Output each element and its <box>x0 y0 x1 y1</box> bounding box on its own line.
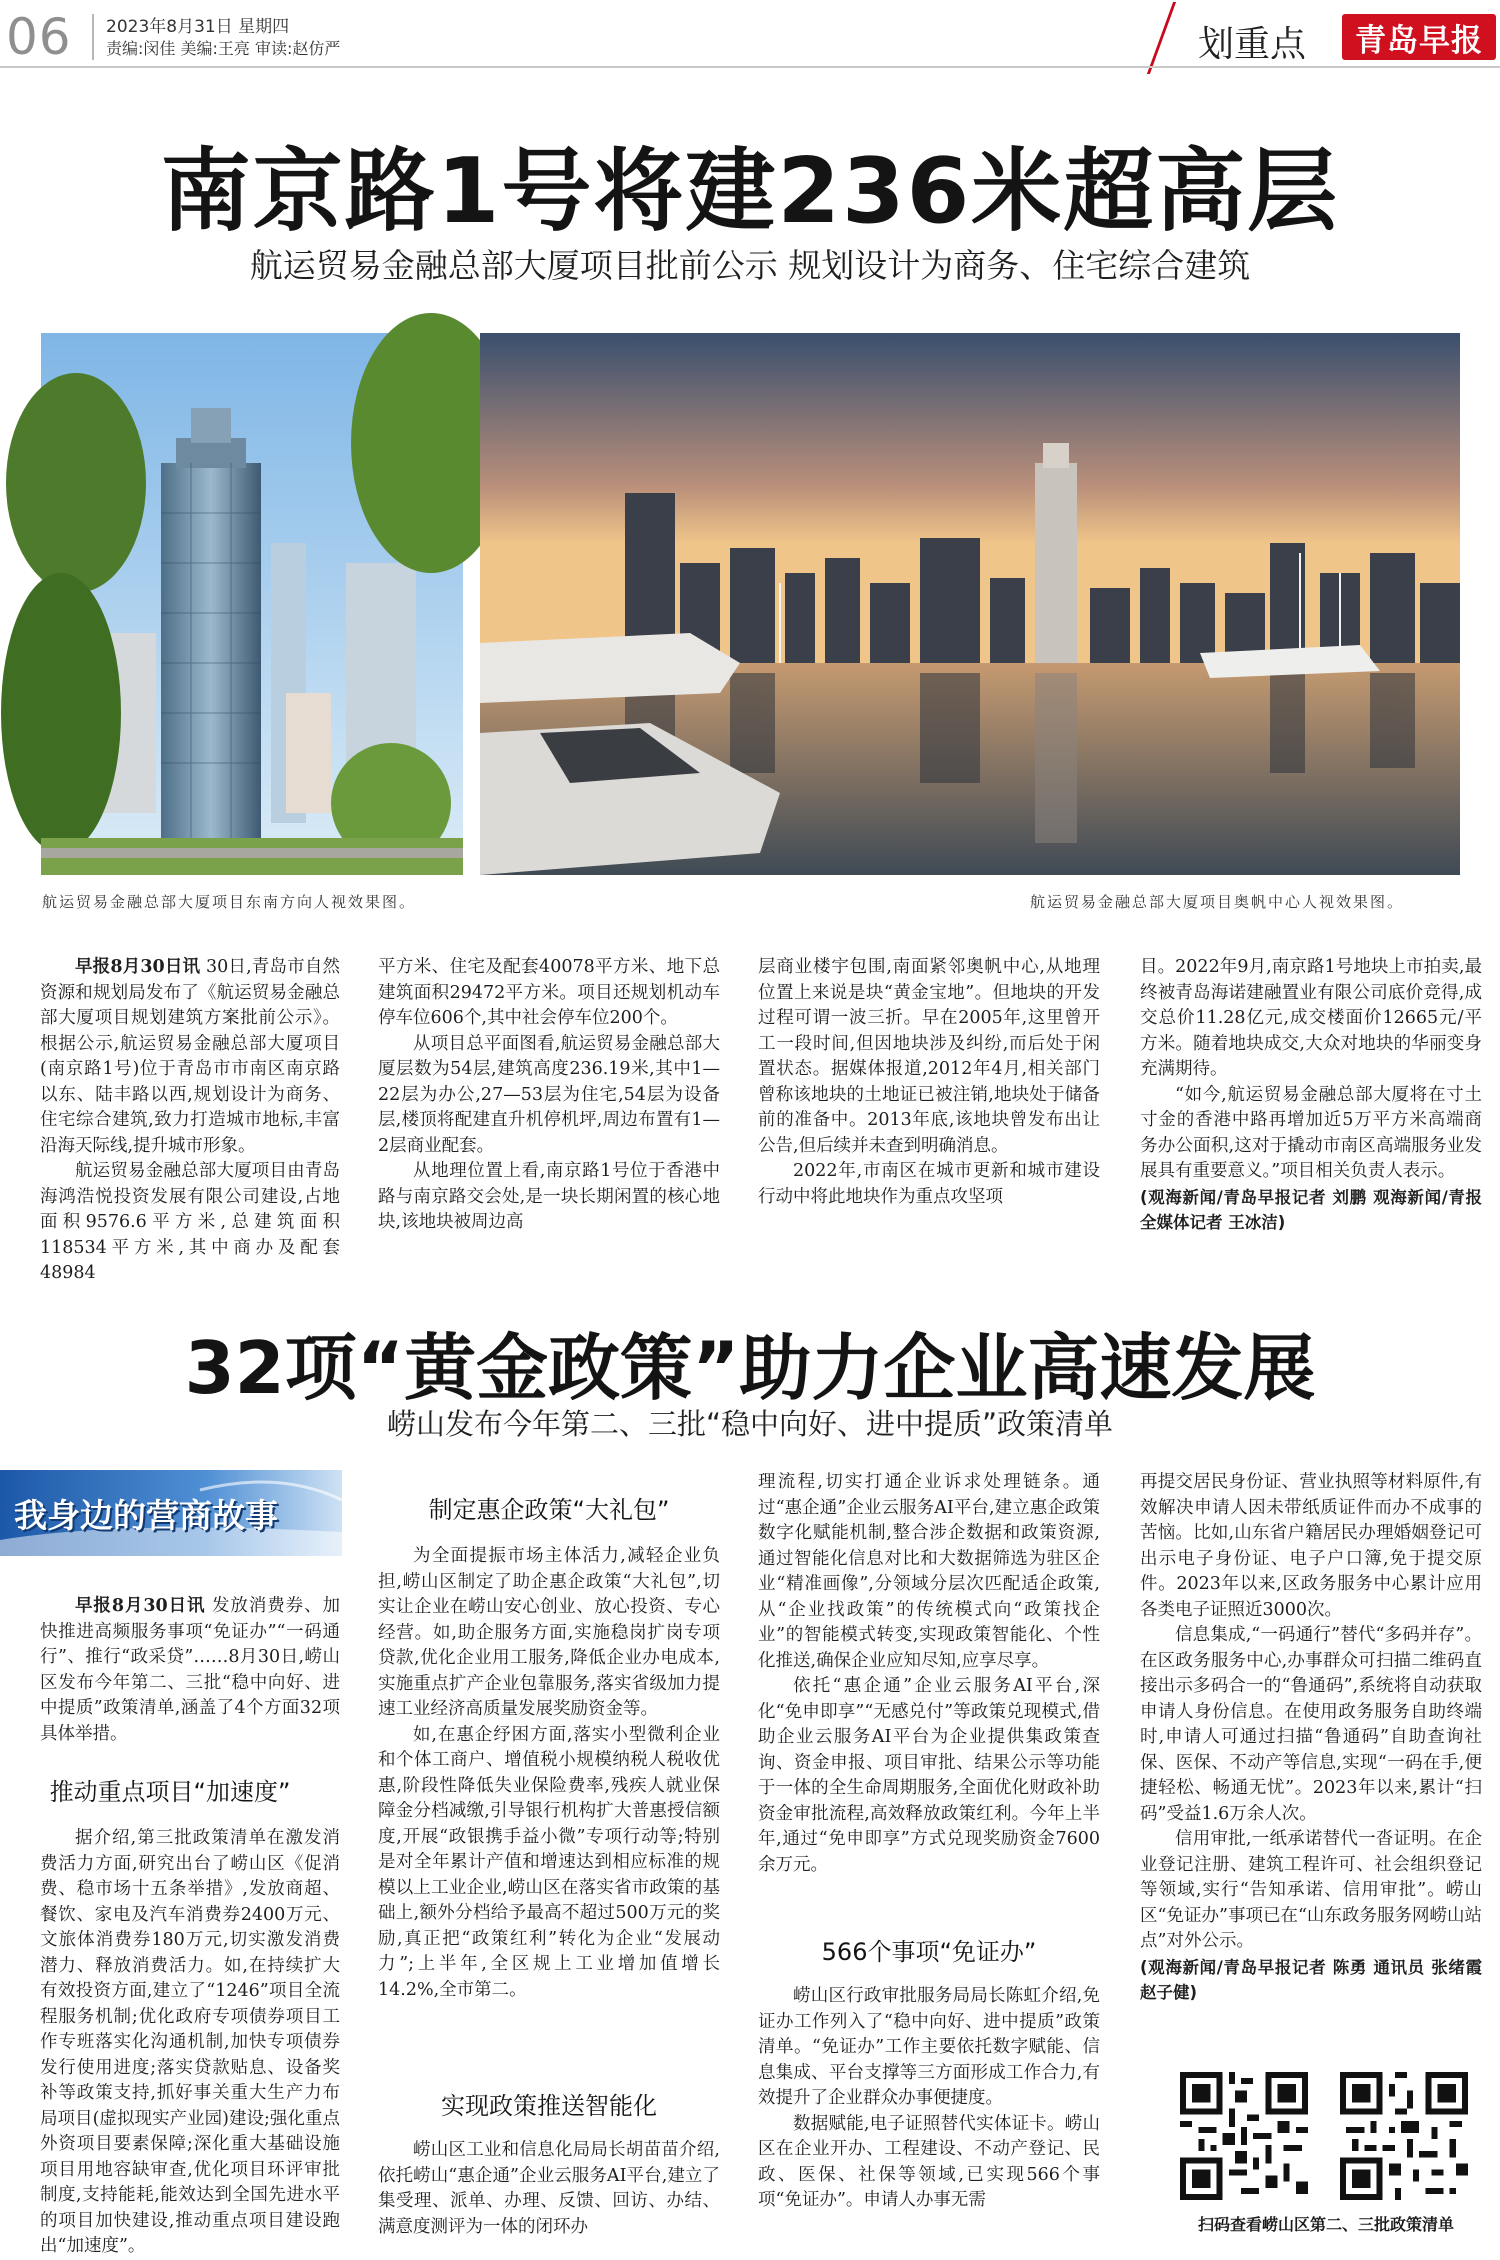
dateline: 早报8月30日讯 <box>75 957 201 977</box>
paragraph: 发放消费券、加快推进高频服务事项“免证办”“一码通行”、推行“政采贷”……8月30日,崂山区发布今年第二、三批“稳中向好、进中提质”政策清单,涵盖了4个方面32项具体举措。 <box>40 1596 340 1744</box>
story1-column-3 <box>758 955 1100 1210</box>
story2-column-1 <box>40 1594 340 1747</box>
section-title: 划重点 <box>1198 24 1307 65</box>
story2-column-4 <box>1140 1470 1482 2005</box>
issue-date: 2023年8月31日 星期四 <box>106 17 290 37</box>
story1-column-4 <box>1140 955 1482 1235</box>
section-heading-free: 566个事项“免证办” <box>821 1938 1037 1966</box>
paragraph: 再提交居民身份证、营业执照等材料原件,有效解决申请人因未带纸质证件而办不成事的苦恼。比如,山东省户籍居民办理婚姻登记可出示电子身份证、电子户口簿,免于提交原件。2023年以来,区政务服务中心累计应用各类电子证照近3000次。 <box>1140 1472 1482 1620</box>
story2-column-3-continued <box>758 1984 1100 2214</box>
story1-headline: 南京路1号将建236米超高层 <box>160 139 1340 244</box>
paragraph: 从项目总平面图看,航运贸易金融总部大厦层数为54层,建筑高度236.19米,其中1—22层为办公,27—53层为住宅,54层为设备层,楼顶将配建直升机停机坪,周边布置有1—2层商业配套。 <box>378 1033 720 1156</box>
story1-column-2 <box>378 955 720 1236</box>
header-slash-decoration <box>1147 2 1176 74</box>
section-heading-gift: 制定惠企政策“大礼包” <box>428 1496 670 1524</box>
paragraph: 2022年,市南区在城市更新和城市建设行动中将此地块作为重点攻坚项 <box>758 1161 1100 1207</box>
tower-rendering-photo <box>41 333 463 875</box>
qr-code-icon <box>1340 2072 1468 2200</box>
story2-headline: 32项“黄金政策”助力企业高速发展 <box>184 1326 1316 1410</box>
qr-code-left[interactable] <box>1180 2072 1308 2200</box>
newspaper-logo: 青岛早报 <box>1342 14 1496 60</box>
paragraph: 信息集成,“一码通行”替代“多码并存”。在区政务服务中心,办事群众可扫描二维码直接出示多码合一的“鲁通码”,系统将自动获取申请人身份信息。在使用政务服务自助终端时,申请人可通过扫描“鲁通码”自助查询社保、医保、不动产等信息,实现“一码在手,便捷轻松、畅通无忧”。2023年以来,累计“扫码”受益1.6万余人次。 <box>1140 1625 1482 1824</box>
story2-column-3 <box>758 1470 1100 1878</box>
paragraph: “如今,航运贸易金融总部大厦将在寸土寸金的香港中路再增加近5万平方米高端商务办公面积,这对于撬动市南区高端服务业发展具有重要意义。”项目相关负责人表示。 <box>1140 1084 1482 1181</box>
paragraph: 如,在惠企纾困方面,落实小型微利企业和个体工商户、增值税小规模纳税人税收优惠,阶段性降低失业保险费率,残疾人就业保障金分档减缴,引导银行机构扩大普惠授信额度,开展“政银携手益小微”专项行动等;特别是对全年累计产值和增速达到相应标准的规模以上工业企业,崂山区在落实省市政策的基础上,额外分档给予最高不超过500万元的奖励,真正把“政策红利”转化为企业“发展动力”;上半年,全区规上工业增加值增长14.2%,全市第二。 <box>378 1724 720 2000</box>
paragraph: 为全面提振市场主体活力,减轻企业负担,崂山区制定了助企惠企政策“大礼包”,切实让企业在崂山安心创业、放心投资、专心经营。如,助企服务方面,实施稳岗扩岗专项贷款,优化企业用工服务,降低企业办电成本,实施重点扩产企业包靠服务,落实省级加力提速工业经济高质量发展奖励资金等。 <box>378 1546 720 1719</box>
paragraph: 依托“惠企通”企业云服务AI平台,深化“免申即享”“无感兑付”等政策兑现模式,借助企业云服务AI平台为企业提供集政策查询、资金申报、项目审批、结果公示等功能于一体的全生命周期服务,全面优化财政补助资金审批流程,高效释放政策红利。今年上半年,通过“免申即享”方式兑现奖励资金7600余万元。 <box>758 1676 1100 1875</box>
story2-column-2-continued <box>378 2138 720 2240</box>
paragraph: 层商业楼宇包围,南面紧邻奥帆中心,从地理位置上来说是块“黄金宝地”。但地块的开发过程可谓一波三折。早在2005年,这里曾开工一段时间,但因地块涉及纠纷,而后处于闲置状态。据媒体报道,2012年4月,相关部门曾称该地块的土地证已被注销,地块处于储备前的准备中。2013年底,该地块曾发布出让公告,但后续并未查到明确消息。 <box>758 957 1100 1156</box>
page-number: 06 <box>6 8 72 66</box>
dateline: 早报8月30日讯 <box>75 1596 206 1616</box>
paragraph: 平方米、住宅及配套40078平方米、地下总建筑面积29472平方米。项目还规划机动车停车位606个,其中社会停车位200个。 <box>378 957 720 1028</box>
paragraph: 理流程,切实打通企业诉求处理链条。通过“惠企通”企业云服务AI平台,建立惠企政策数字化赋能机制,整合涉企数据和政策资源,通过智能化信息对比和大数据筛选为驻区企业“精准画像”,分领域分层次匹配适企政策,从“企业找政策”的传统模式向“政策找企业”的智能模式转变,实现政策智能化、个性化推送,确保企业应知尽知,应享尽享。 <box>758 1472 1100 1671</box>
editor-credits: 责编:闵佳 美编:王亮 审读:赵仿严 <box>106 39 341 58</box>
photo-left-caption: 航运贸易金融总部大厦项目东南方向人视效果图。 <box>42 893 417 911</box>
qr-code-icon <box>1180 2072 1308 2200</box>
qr-caption: 扫码查看崂山区第二、三批政策清单 <box>1197 2215 1454 2234</box>
section-heading-speed: 推动重点项目“加速度” <box>49 1778 291 1806</box>
story2-subheadline: 崂山发布今年第二、三批“稳中向好、进中提质”政策清单 <box>386 1407 1114 1441</box>
paragraph: 从地理位置上看,南京路1号位于香港中路与南京路交会处,是一块长期闲置的核心地块,该地块被周边高 <box>378 1161 720 1232</box>
marina-rendering-photo <box>480 333 1460 875</box>
paragraph: 数据赋能,电子证照替代实体证卡。崂山区在企业开办、工程建设、不动产登记、民政、医保、社保等领域,已实现566个事项“免证办”。申请人办事无需 <box>758 2113 1100 2210</box>
paragraph: 目。2022年9月,南京路1号地块上市拍卖,最终被青岛海诺建融置业有限公司底价竞得,成交总价11.28亿元,成交楼面价12665元/平方米。随着地块成交,大众对地块的华丽变身充满期待。 <box>1140 957 1482 1079</box>
paragraph: 崂山区工业和信息化局局长胡苗苗介绍,依托崂山“惠企通”企业云服务AI平台,建立了集受理、派单、办理、反馈、回访、办结、满意度测评为一体的闭环办 <box>378 2140 720 2237</box>
story2-column-1-continued <box>40 1826 340 2260</box>
paragraph: 航运贸易金融总部大厦项目由青岛海鸿浩悦投资发展有限公司建设,占地面积9576.6平方米,总建筑面积118534平方米,其中商办及配套48984 <box>40 1161 340 1283</box>
byline: (观海新闻/青岛早报记者 陈勇 通讯员 张绪霞 赵子健) <box>1140 1957 1482 2002</box>
story1-column-1 <box>40 955 340 1287</box>
section-heading-smart: 实现政策推送智能化 <box>441 2092 657 2120</box>
column-banner <box>0 1470 342 1556</box>
story1-subheadline: 航运贸易金融总部大厦项目批前公示 规划设计为商务、住宅综合建筑 <box>249 246 1251 285</box>
paragraph: 崂山区行政审批服务局局长陈虹介绍,免证办工作列入了“稳中向好、进中提质”政策清单。“免证办”工作主要依托数字赋能、信息集成、平台支撑等三方面形成工作合力,有效提升了企业群众办事便捷度。 <box>758 1986 1100 2108</box>
qr-code-right[interactable] <box>1340 2072 1468 2200</box>
header-separator <box>92 14 94 60</box>
photo-right-caption: 航运贸易金融总部大厦项目奥帆中心人视效果图。 <box>1030 893 1405 911</box>
story2-column-2 <box>378 1544 720 2003</box>
paragraph: 信用审批,一纸承诺替代一沓证明。在企业登记注册、建筑工程许可、社会组织登记等领域,实行“告知承诺、信用审批”。崂山区“免证办”事项已在“山东政务服务网崂山站点”对外公示。 <box>1140 1829 1482 1951</box>
paragraph: 30日,青岛市自然资源和规划局发布了《航运贸易金融总部大厦项目规划建筑方案批前公示》。根据公示,航运贸易金融总部大厦项目(南京路1号)位于青岛市市南区南京路以东、陆丰路以西,规划设计为商务、住宅综合建筑,致力打造城市地标,丰富沿海天际线,提升城市形象。 <box>40 957 340 1156</box>
paragraph: 据介绍,第三批政策清单在激发消费活力方面,研究出台了崂山区《促消费、稳市场十五条举措》,发放商超、餐饮、家电及汽车消费券2400万元、文旅体消费券180万元,切实激发消费潜力、释放消费活力。如,在持续扩大有效投资方面,建立了“1246”项目全流程服务机制;优化政府专项债券项目工作专班落实化沟通机制,加快专项债券发行使用进度;落实贷款贴息、设备奖补等政策支持,抓好事关重大生产力布局项目(虚拟现实产业园)建设;强化重点外资项目要素保障;深化重大基础设施项目用地容缺审查,优化项目环评审批制度,支持能耗,能效达到全国先进水平的项目加快建设,推动重点项目建设跑出“加速度”。 <box>40 1828 340 2256</box>
byline: (观海新闻/青岛早报记者 刘鹏 观海新闻/青报全媒体记者 王冰洁) <box>1140 1187 1482 1232</box>
banner-title: 我身边的营商故事 <box>14 1496 278 1535</box>
header-rule <box>0 66 1500 68</box>
